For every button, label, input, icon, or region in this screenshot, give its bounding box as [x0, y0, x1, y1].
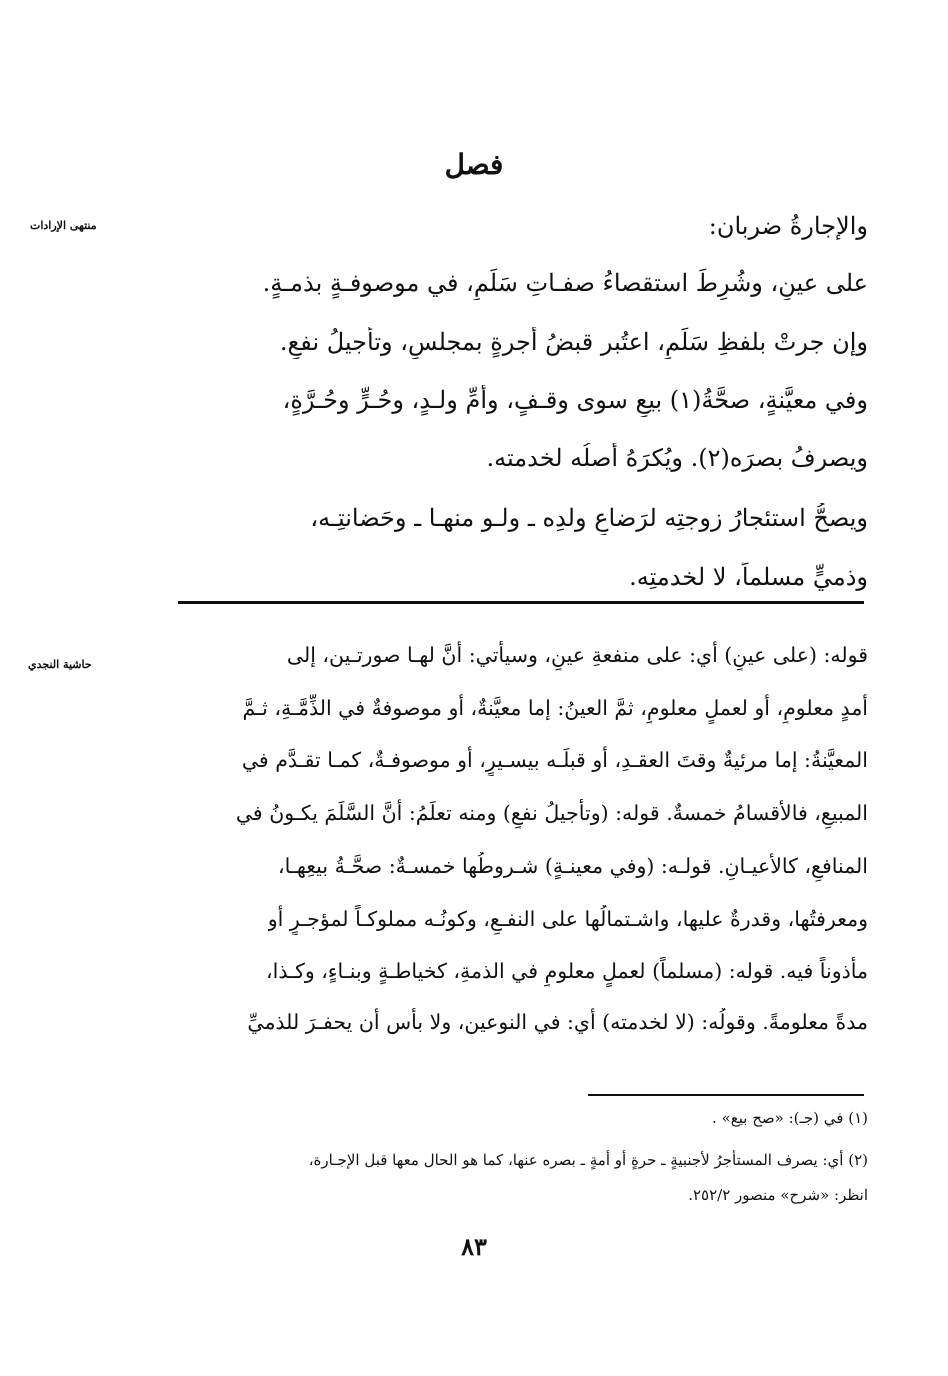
footnote-line: (١) في (جـ): «صح بيع» . — [712, 1109, 868, 1127]
section-heading: فصل — [444, 148, 504, 181]
sharh-line: مأذوناً فيه. قوله: (مسلماً) لعملٍ معلومٍ في الذمةِ، كخياطـةٍ وبنـاءٍ، وكـذا، — [266, 959, 868, 983]
sharh-line: مدةً معلومةً. وقولُه: (لا لخدمته) أي: في النوعين، ولا بأس أن يحفـرَ للذميِّ — [247, 1010, 868, 1034]
footnote-line: (٢) أي: يصرف المستأجرُ لأجنبيةٍ ـ حرةٍ أو أمةٍ ـ بصره عنها، كما هو الحال معها قبل الإجـارة، — [308, 1151, 868, 1169]
side-label-matn: منتهى الإرادات — [30, 219, 97, 232]
matn-line: ويصرفُ بصرَه(٢). ويُكرَهُ أصلُه لخدمته. — [486, 444, 868, 472]
sharh-line: المنافعِ، كالأعيـانِ. قولـه: (وفي معينـةٍ) شـروطُها خمسـةٌ: صحَّـةُ بيعِهـا، — [277, 854, 868, 878]
matn-line: ويصحُّ استئجارُ زوجتِه لرَضاعِ ولدِه ـ ولـو منهـا ـ وحَضانتِـه، — [310, 504, 868, 532]
matn-line: وإن جرتْ بلفظِ سَلَمٍ، اعتُبر قبضُ أجرةٍ بمجلسٍ، وتأجيلُ نفعٍ. — [279, 328, 868, 356]
sharh-line: ومعرفتُها، وقدرةٌ عليها، واشـتمالُها على النفـعِ، وكونُـه مملوكـاً لمؤجـرٍ أو — [267, 907, 868, 931]
main-separator-rule — [178, 601, 864, 604]
matn-line: وفي معيَّنةٍ، صحَّةُ(١) بيعٍ سوى وقـفٍ، وأمِّ ولـدٍ، وحُـرٍّ وحُـرَّةٍ، — [282, 386, 868, 414]
matn-line: والإجارةُ ضربان: — [708, 212, 868, 240]
sharh-line: قوله: (على عينٍ) أي: على منفعةِ عينٍ، وسيأتي: أنَّ لهـا صورتـين، إلى — [286, 643, 868, 667]
sharh-line: المعيَّنةُ: إما مرئيةٌ وقتَ العقـدِ، أو قبلَـه بيسـيرٍ، أو موصوفـةٌ، كمـا تقـدَّم في — [241, 748, 868, 772]
sharh-line: المبيعِ، فالأقسامُ خمسةٌ. قوله: (وتأجيلُ نفعٍ) ومنه تعلَمُ: أنَّ السَّلَمَ يكـونُ في — [235, 801, 868, 825]
matn-line: على عينٍ، وشُرِطَ استقصاءُ صفـاتِ سَلَمٍ، في موصوفـةٍ بذمـةٍ. — [262, 269, 868, 297]
footnote-separator-rule — [588, 1094, 864, 1096]
page-number: ٨٣ — [461, 1232, 487, 1261]
sharh-line: أمدٍ معلومٍ، أو لعملٍ معلومٍ، ثمَّ العينُ: إما معيَّنةٌ، أو موصوفةٌ في الذِّمَّـةِ، ثـمَّ — [242, 696, 868, 720]
side-label-sharh: حاشية النجدي — [28, 658, 92, 671]
footnote-line: انظر: «شرح» منصور ٢٥٢/٢. — [688, 1186, 868, 1204]
matn-line: وذميٍّ مسلماً، لا لخدمتِه. — [629, 563, 868, 591]
